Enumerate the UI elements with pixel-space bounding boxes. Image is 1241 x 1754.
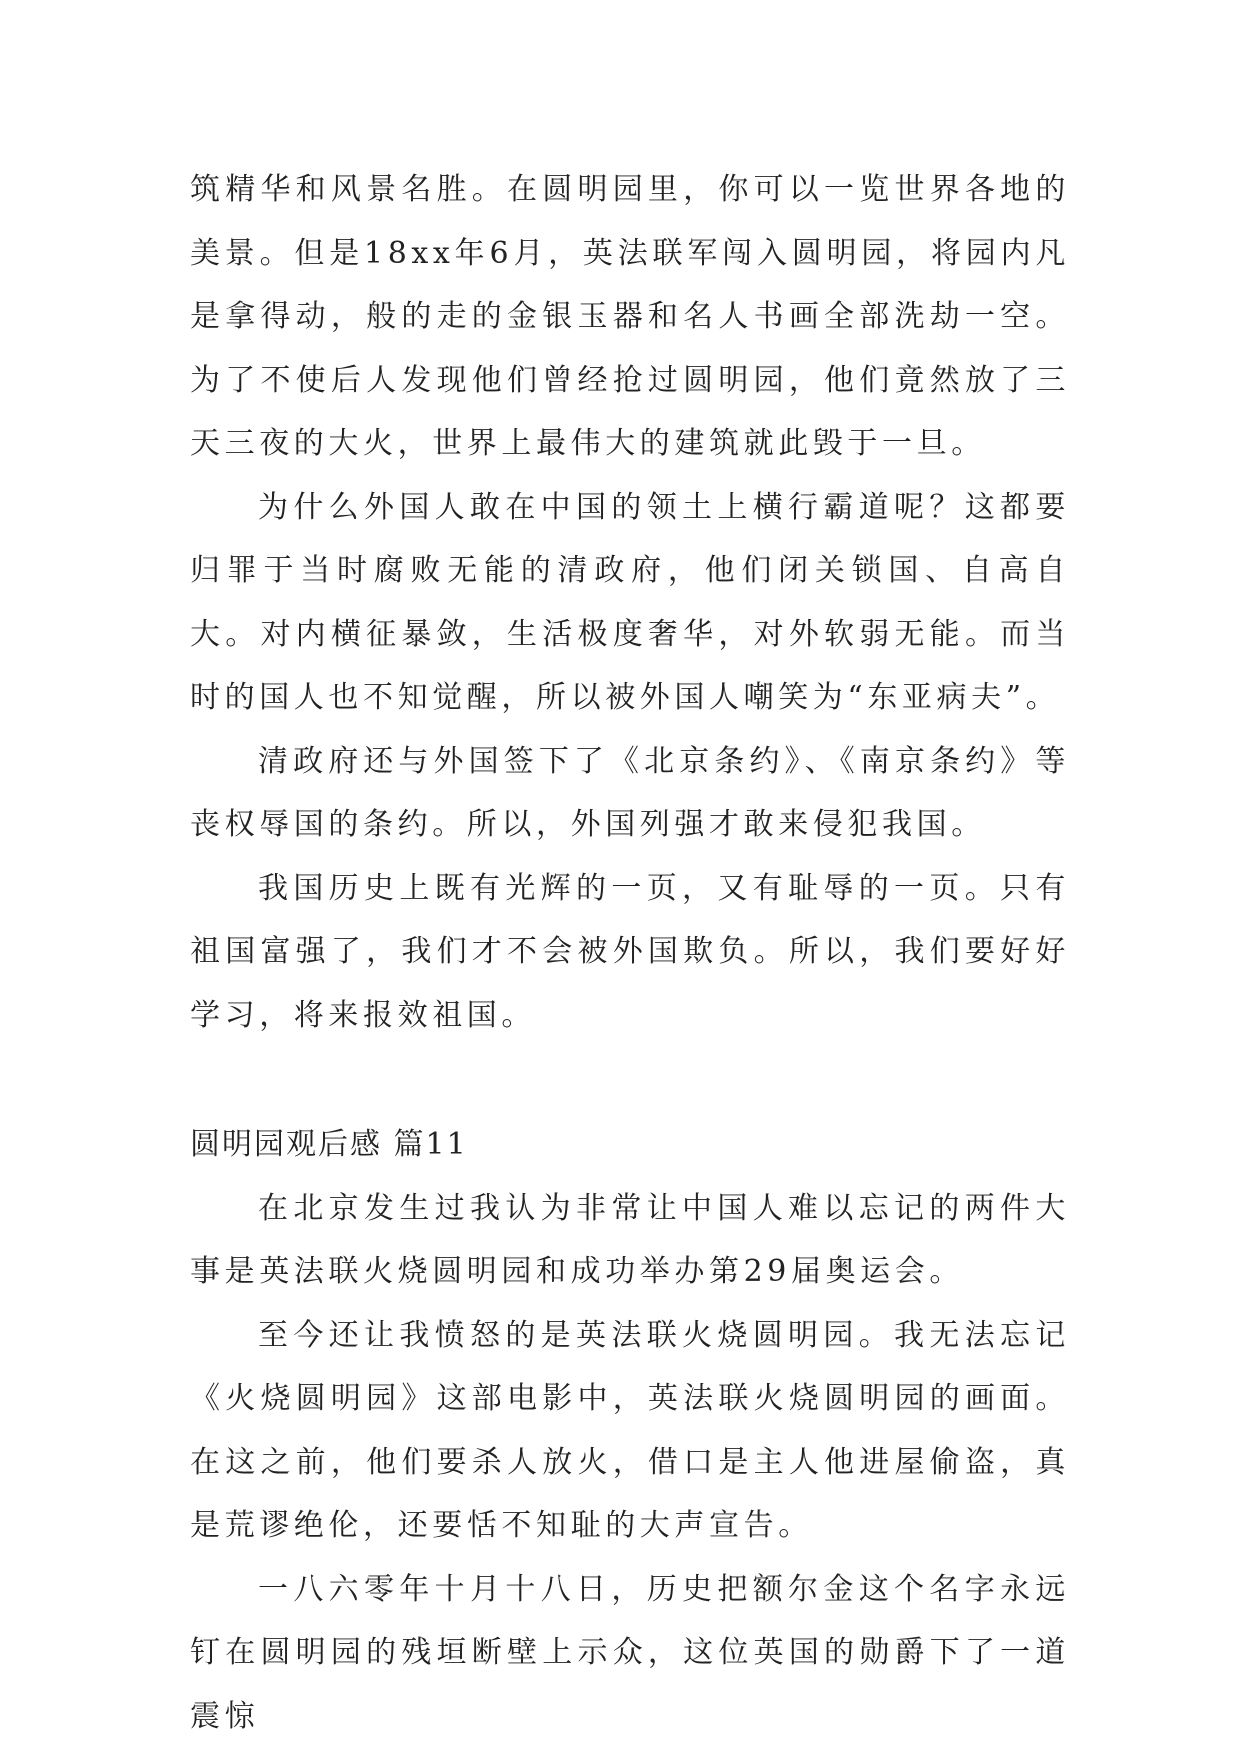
paragraph: 至今还让我愤怒的是英法联火烧圆明园。我无法忘记《火烧圆明园》这部电影中，英法联火烧圆明园的画面。在这之前，他们要杀人放火，借口是主人他进屋偷盗，真是荒谬绝伦，还要恬不知耻的大声宣告。 <box>190 1317 1070 1543</box>
paragraph: 我国历史上既有光辉的一页，又有耻辱的一页。只有祖国富强了，我们才不会被外国欺负。所以，我们要好好学习，将来报效祖国。 <box>190 870 1070 1033</box>
document-page <box>190 158 1070 1748</box>
paragraph-continuation: 筑精华和风景名胜。在圆明园里，你可以一览世界各地的美景。但是18xx年6月，英法联军闯入圆明园，将园内凡是拿得动，般的走的金银玉器和名人书画全部洗劫一空。为了不使后人发现他们曾经抢过圆明园，他们竟然放了三天三夜的大火，世界上最伟大的建筑就此毁于一旦。 <box>190 172 1070 461</box>
paragraph: 为什么外国人敢在中国的领土上横行霸道呢？这都要归罪于当时腐败无能的清政府，他们闭关锁国、自高自大。对内横征暴敛，生活极度奢华，对外软弱无能。而当时的国人也不知觉醒，所以被外国人嘲笑为“东亚病夫”。 <box>190 489 1070 715</box>
section-heading: 圆明园观后感 篇11 <box>190 1127 468 1162</box>
paragraph: 在北京发生过我认为非常让中国人难以忘记的两件大事是英法联火烧圆明园和成功举办第29届奥运会。 <box>190 1190 1070 1289</box>
paragraph: 一八六零年十月十八日，历史把额尔金这个名字永远钉在圆明园的残垣断壁上示众，这位英国的勋爵下了一道震惊 <box>190 1571 1070 1734</box>
paragraph: 清政府还与外国签下了《北京条约》、《南京条约》等丧权辱国的条约。所以，外国列强才敢来侵犯我国。 <box>190 743 1070 842</box>
